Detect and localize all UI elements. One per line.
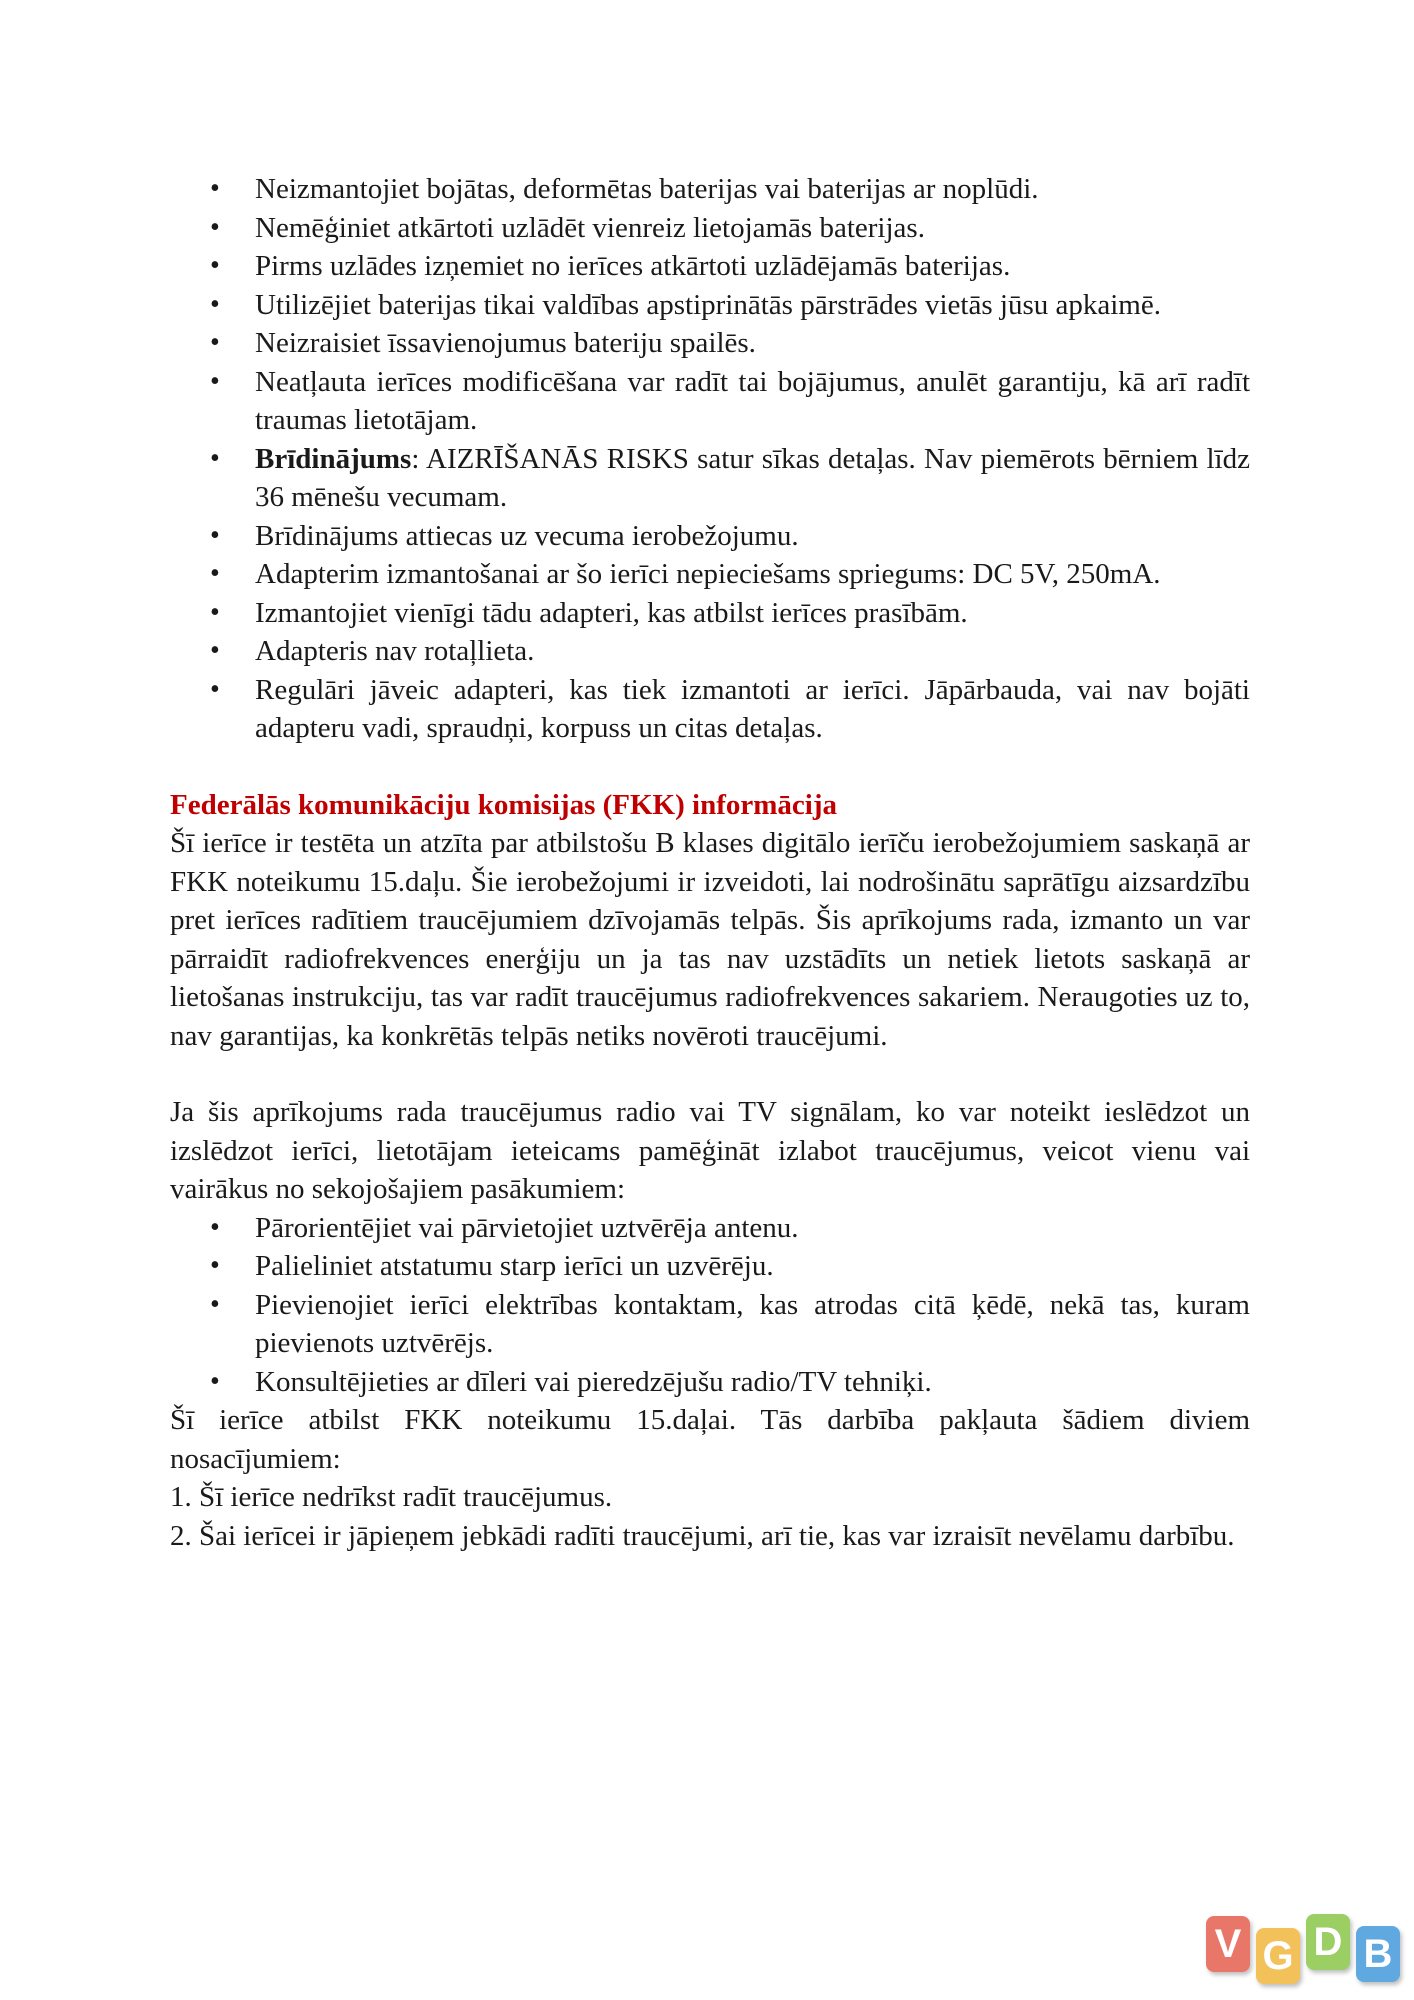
list-item: • Izmantojiet vienīgi tādu adapteri, kas atbilst ierīces prasībām. <box>170 594 1250 633</box>
fcc-condition: 2. Šai ierīcei ir jāpieņem jebkādi radīti traucējumi, arī tie, kas var izraisīt nevēlamu darbību. <box>170 1519 1235 1552</box>
list-item: • Regulāri jāveic adapteri, kas tiek izmantoti ar ierīci. Jāpārbauda, vai nav bojāti adapteru vadi, spraudņi, korpuss un citas detaļas. <box>170 671 1250 748</box>
list-item: • Adapteris nav rotaļlieta. <box>170 632 1250 671</box>
list-item: • Utilizējiet baterijas tikai valdības apstiprinātās pārstrādes vietās jūsu apkaimē. <box>170 286 1250 325</box>
list-item: • Palieliniet atstatumu starp ierīci un uzvērēju. <box>170 1247 1250 1286</box>
list-item: • Brīdinājums attiecas uz vecuma ierobežojumu. <box>170 517 1250 556</box>
list-item: • Neizraisiet īssavienojumus bateriju spailēs. <box>170 324 1250 363</box>
logo-letter-tile: G <box>1256 1928 1300 1984</box>
fcc-heading: Federālās komunikāciju komisijas (FKK) informācija <box>170 788 837 821</box>
list-item: • Neizmantojiet bojātas, deformētas baterijas vai baterijas ar noplūdi. <box>170 170 1250 209</box>
list-item: • Adapterim izmantošanai ar šo ierīci nepieciešams spriegums: DC 5V, 250mA. <box>170 555 1250 594</box>
logo-letter-tile: V <box>1206 1916 1250 1972</box>
fcc-paragraph: Šī ierīce atbilst FKK noteikumu 15.daļai. Tās darbība pakļauta šādiem diviem nosacījumiem: <box>170 1404 1250 1475</box>
list-item: • Nemēģiniet atkārtoti uzlādēt vienreiz lietojamās baterijas. <box>170 209 1250 248</box>
list-item: • Pirms uzlādes izņemiet no ierīces atkārtoti uzlādējamās baterijas. <box>170 247 1250 286</box>
fcc-paragraph: Ja šis aprīkojums rada traucējumus radio vai TV signālam, ko var noteikt ieslēdzot un izslēdzot ierīci, lietotājam ieteicams pamēģināt izlabot traucējumus, veicot vienu vai vairākus no sekojošajiem pasākumiem: <box>170 1096 1250 1205</box>
fcc-bullet-list <box>170 1209 1250 1402</box>
warning-label: Brīdinājums <box>255 442 412 475</box>
fcc-paragraph: Šī ierīce ir testēta un atzīta par atbilstošu B klases digitālo ierīču ierobežojumiem saskaņā ar FKK noteikumu 15.daļu. Šie ierobežojumi ir izveidoti, lai nodrošinātu saprātīgu aizsardzību pret ierīces radītiem traucējumiem dzīvojamās telpās. Šis aprīkojums rada, izmanto un var pārraidīt radiofrekvences enerģiju un ja tas nav uzstādīts un netiek lietots saskaņā ar lietošanas instrukciju, tas var radīt traucējumus radiofrekvences sakariem. Neraugoties uz to, nav garantijas, ka konkrētās telpās netiks novēroti traucējumi. <box>170 827 1250 1052</box>
list-item: • Neatļauta ierīces modificēšana var radīt tai bojājumus, anulēt garantiju, kā arī radīt traumas lietotājam. <box>170 363 1250 440</box>
logo-letter-tile: D <box>1306 1914 1350 1970</box>
logo-letter-tile: B <box>1356 1926 1400 1982</box>
fcc-condition: 1. Šī ierīce nedrīkst radīt traucējumus. <box>170 1481 613 1513</box>
list-item: • Pievienojiet ierīci elektrības kontaktam, kas atrodas citā ķēdē, nekā tas, kuram pievienots uztvērējs. <box>170 1286 1250 1363</box>
vgdb-watermark-logo <box>1206 1910 1406 1990</box>
list-item: • Brīdinājums: AIZRĪŠANĀS RISKS satur sīkas detaļas. Nav piemērots bērniem līdz 36 mēnešu vecumam. <box>170 440 1250 517</box>
safety-bullet-list <box>170 170 1250 748</box>
list-item: • Pārorientējiet vai pārvietojiet uztvērēja antenu. <box>170 1209 1250 1248</box>
list-item: • Konsultējieties ar dīleri vai pieredzējušu radio/TV tehniķi. <box>170 1363 1250 1402</box>
document-page <box>170 170 1250 1555</box>
